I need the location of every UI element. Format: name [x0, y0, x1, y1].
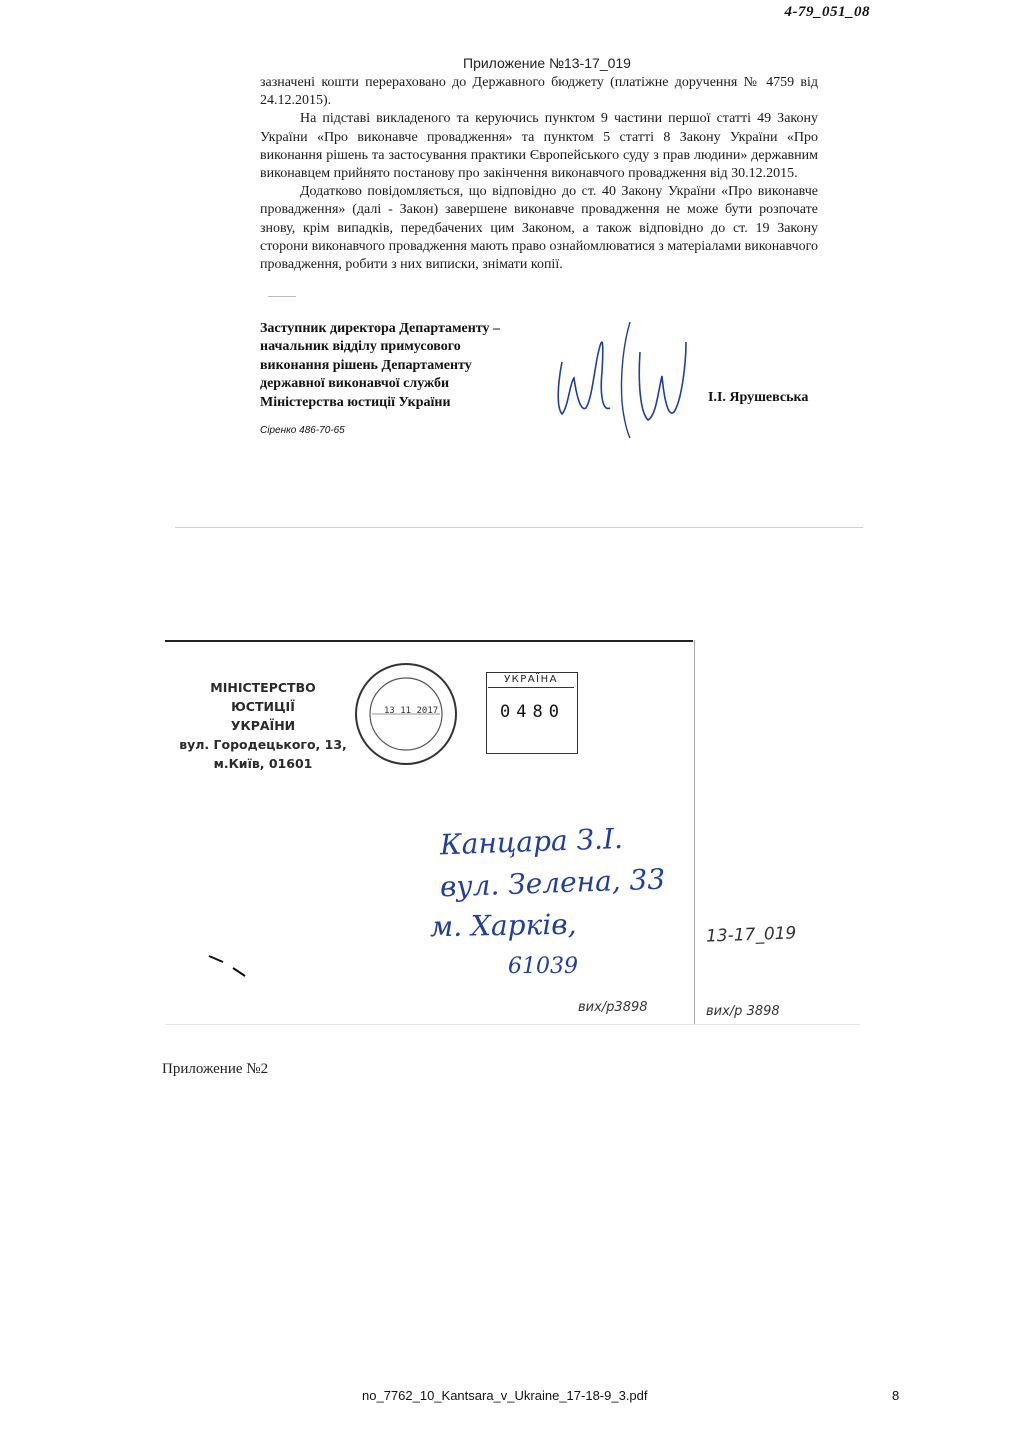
annex-2-label: Приложение №2 — [162, 1061, 269, 1077]
handwritten-signature — [540, 312, 700, 442]
signer-name: І.І. Ярушевська — [708, 390, 809, 405]
postmark-date: 13 11 2017 — [384, 706, 439, 716]
footer-filename: no_7762_10_Kantsara_v_Ukraine_17-18-9_3.pdf — [362, 1388, 648, 1403]
document-reference: 4-79_051_08 — [784, 4, 870, 20]
recipient-address — [430, 820, 690, 988]
envelope-fold-edge — [694, 640, 695, 1025]
letter-paragraph: зазначені кошти перераховано до Державного бюджету (платіжне доручення № 4759 від 24.12.2015). — [260, 75, 818, 109]
case-number: 13-17_019 — [705, 923, 797, 947]
letter-paragraph: Додатково повідомляється, що відповідно до ст. 40 Закону України «Про виконавче провадження» (далі - Закон) завершене виконавче провадження не може бути розпочате знову, крім випадків, передбачених цим Законом, а також відповідно до ст. 19 Закону сторони виконавчого провадження мають право ознайомлюватися з матеріалами виконавчого провадження, робити з них виписки, знімати копії. — [260, 184, 818, 273]
stamp-value: 0480 — [500, 702, 565, 722]
envelope-top-edge — [165, 640, 693, 642]
sender-line: вул. Городецького, 13, — [179, 737, 347, 752]
recipient-line: м. Харків, — [429, 907, 577, 944]
contact-line: Сіренко 486-70-65 — [260, 425, 345, 436]
recipient-line: вул. Зелена, 33 — [439, 862, 666, 904]
letter-paragraph: На підставі викладеного та керуючись пунктом 9 частини першої статті 49 Закону України «Про виконавче провадження» та пунктом 5 статті 8 Закону України «Про виконання рішень та застосування практики Європейського суду з прав людини» державним виконавцем прийнято постанову про закінчення виконавчого провадження від 30.12.2015. — [260, 111, 818, 182]
scan-marks — [205, 950, 255, 980]
scan-mark — [268, 296, 296, 297]
sender-line: м.Київ, 01601 — [213, 756, 313, 771]
registration-number: вих/р3898 — [578, 1000, 648, 1015]
signer-line: Міністерства юстиції України — [260, 394, 451, 410]
signer-position — [260, 320, 550, 412]
sender-line: МІНІСТЕРСТВО ЮСТИЦІЇ — [210, 680, 316, 714]
signer-line: виконання рішень Департаменту — [260, 357, 472, 373]
envelope-bottom-edge — [165, 1024, 860, 1025]
letter-body — [260, 74, 818, 274]
scan-edge-line — [175, 527, 863, 528]
annex-title: Приложение №13-17_019 — [463, 55, 631, 71]
recipient-line: Канцара З.І. — [439, 821, 624, 862]
recipient-line: 61039 — [508, 954, 578, 979]
stamp-country: УКРАЇНА — [488, 673, 574, 688]
signer-line: начальник відділу примусового — [260, 339, 461, 355]
signer-line: Заступник директора Департаменту – — [260, 321, 500, 336]
sender-address — [178, 678, 348, 773]
signer-line: державної виконавчої служби — [260, 376, 450, 392]
registration-number-copy: вих/р 3898 — [706, 1004, 780, 1019]
page-number: 8 — [892, 1388, 900, 1403]
sender-line: УКРАЇНИ — [230, 718, 296, 733]
